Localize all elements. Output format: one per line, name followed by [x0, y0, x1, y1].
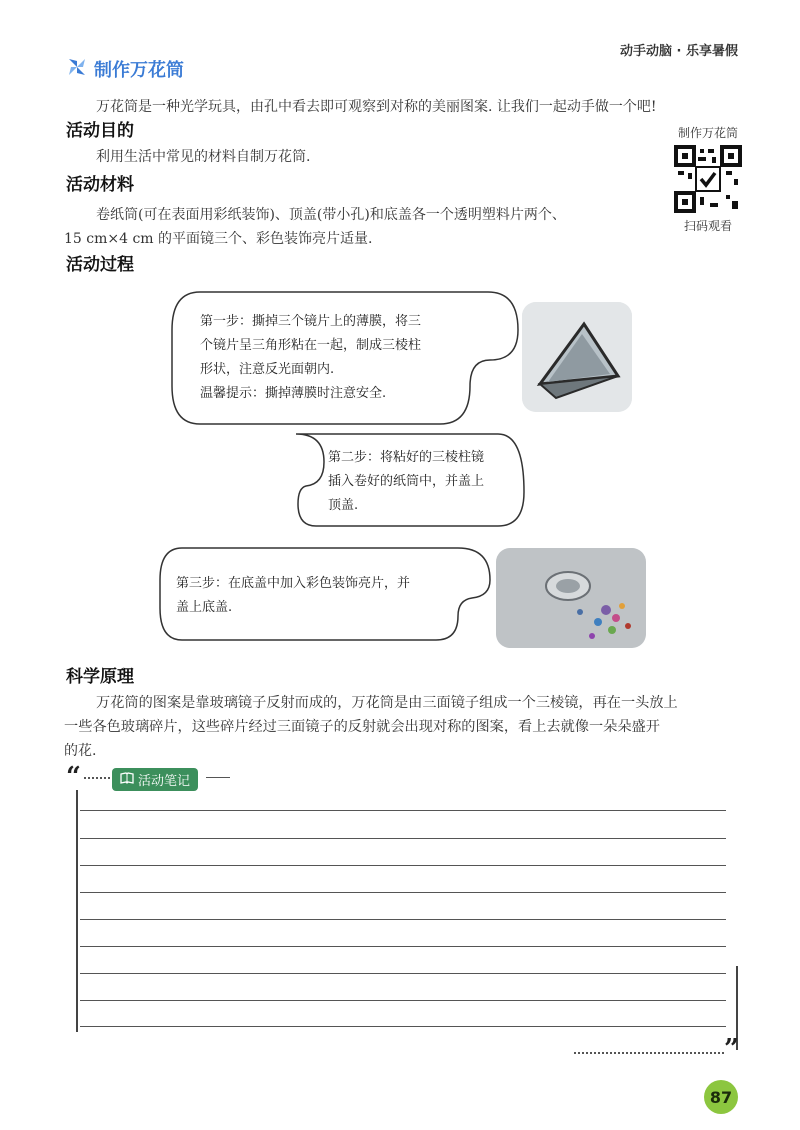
principle-heading: 科学原理 — [66, 667, 134, 687]
step1-line: 第一步：撕掉三个镜片上的薄膜，将三 — [200, 314, 422, 329]
step2-text — [328, 446, 484, 518]
note-line[interactable] — [80, 1000, 726, 1001]
principle-line1: 万花筒的图案是靠玻璃镜子反射而成的，万花筒是由三面镜子组成一个三棱镜，再在一头放上 — [96, 695, 678, 711]
notes-dots-left — [84, 777, 110, 779]
materials-heading: 活动材料 — [66, 175, 134, 195]
notes-dots-right — [574, 1052, 724, 1054]
page-number: 87 — [709, 1087, 733, 1107]
title-row — [66, 56, 184, 82]
step1-line: 形状，注意反光面朝内. — [200, 362, 335, 377]
pinwheel-icon — [66, 56, 88, 82]
note-line[interactable] — [80, 865, 726, 866]
notes-tag — [112, 768, 198, 791]
principle-line3: 的花. — [64, 743, 97, 759]
purpose-heading: 活动目的 — [66, 121, 134, 141]
step1-line: 个镜片呈三角形粘在一起，制成三棱柱 — [200, 338, 422, 353]
qr-top-label: 制作万花筒 — [677, 126, 738, 140]
step2-line: 顶盖. — [328, 498, 359, 513]
purpose-text: 利用生活中常见的材料自制万花筒. — [96, 149, 311, 165]
step2-line: 第二步：将粘好的三棱柱镜 — [328, 450, 485, 465]
notes-left-bar — [76, 790, 78, 1032]
note-line[interactable] — [80, 946, 726, 947]
header-series-title: 动手动脑 · 乐享暑假 — [620, 44, 738, 59]
open-quote-mark: “ — [66, 762, 81, 792]
note-line[interactable] — [80, 973, 726, 974]
note-line[interactable] — [80, 838, 726, 839]
step3-text — [176, 572, 410, 620]
step3-line: 第三步：在底盖中加入彩色装饰亮片，并 — [176, 576, 411, 591]
note-line[interactable] — [80, 810, 726, 811]
note-line[interactable] — [80, 1026, 726, 1027]
page-title: 制作万花筒 — [94, 60, 184, 81]
materials-line2: 15 cm×4 cm 的平面镜三个、彩色装饰亮片适量. — [64, 231, 373, 247]
intro-text: 万花筒是一种光学玩具，由孔中看去即可观察到对称的美丽图案. 让我们一起动手做一个吧! — [96, 99, 657, 115]
step1-photo — [522, 302, 632, 412]
step2-line: 插入卷好的纸筒中，并盖上 — [328, 474, 485, 489]
notes-line-right — [206, 777, 230, 778]
note-line[interactable] — [80, 892, 726, 893]
step3-photo — [496, 548, 646, 648]
notes-label: 活动笔记 — [138, 774, 191, 789]
qr-code-icon[interactable] — [674, 145, 742, 213]
close-quote-mark: ” — [724, 1034, 739, 1064]
qr-bottom-label: 扫码观看 — [683, 219, 732, 233]
principle-line2: 一些各色玻璃碎片，这些碎片经过三面镜子的反射就会出现对称的图案，看上去就像一朵朵盛开 — [64, 719, 660, 735]
step3-line: 盖上底盖. — [176, 600, 233, 615]
page-number-badge — [704, 1080, 738, 1114]
book-icon — [120, 772, 134, 788]
process-heading: 活动过程 — [66, 255, 134, 275]
materials-line1: 卷纸筒(可在表面用彩纸装饰)、顶盖(带小孔)和底盖各一个透明塑料片两个、 — [96, 207, 566, 223]
step1-text — [200, 310, 421, 406]
step1-line: 温馨提示：撕掉薄膜时注意安全. — [200, 386, 387, 401]
note-line[interactable] — [80, 919, 726, 920]
qr-block[interactable] — [668, 124, 748, 234]
